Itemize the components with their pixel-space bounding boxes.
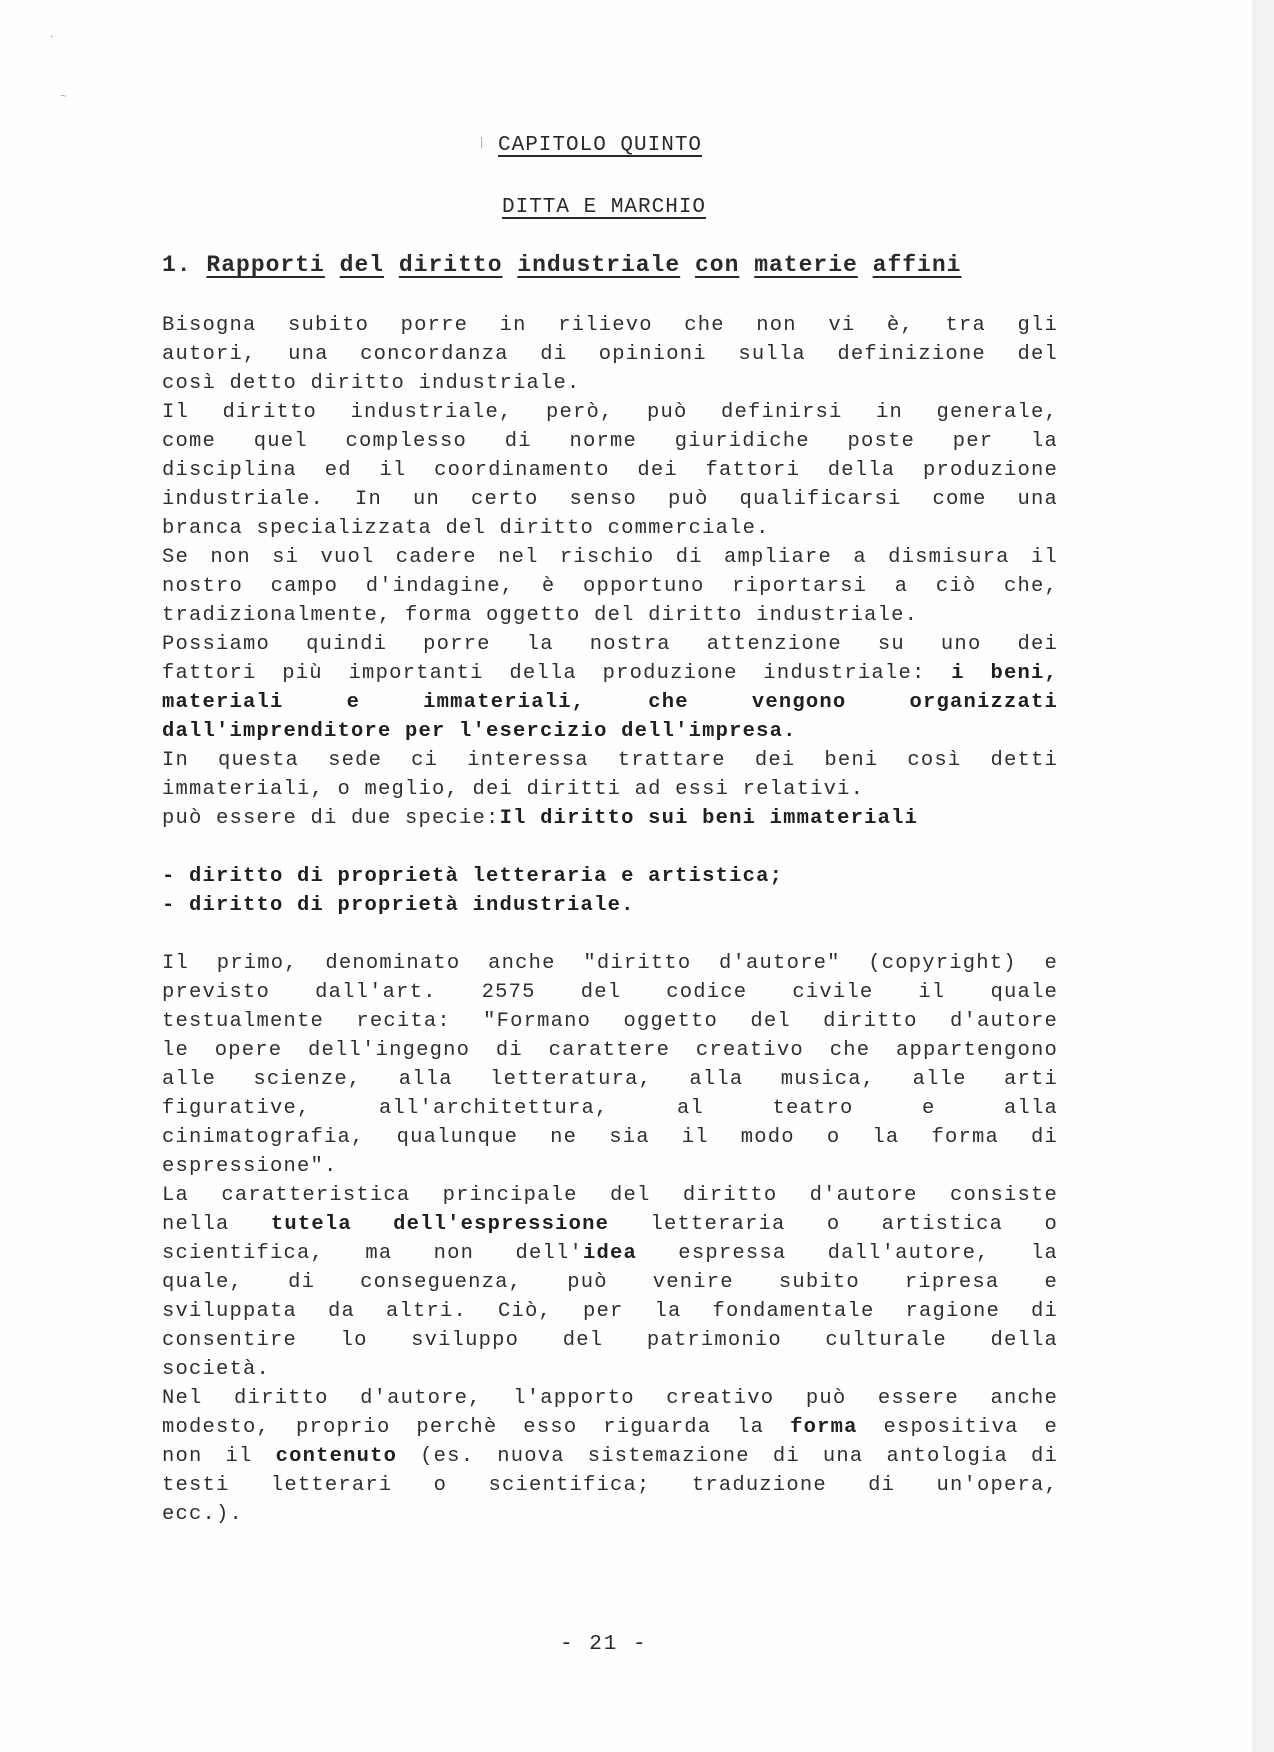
- body-line: [162, 543, 1058, 572]
- bold-text: Il diritto sui beni immateriali: [499, 807, 919, 830]
- body-line: [162, 1355, 1058, 1384]
- section-word: materie: [754, 252, 858, 278]
- bold-text: contenuto: [275, 1445, 398, 1468]
- line-text: società.: [162, 1358, 271, 1381]
- line-text: (es. nuova sistemazione di una antologia di: [397, 1445, 1059, 1468]
- scan-speck: |: [478, 136, 486, 150]
- line-text: quale, di conseguenza, può venire subito ripresa e: [162, 1271, 1058, 1294]
- chapter-title: DITTA E MARCHIO: [502, 196, 707, 219]
- body-line: [162, 1152, 1058, 1181]
- body-line: [162, 1239, 1058, 1268]
- line-text: Il diritto industriale, però, può definirsi in generale,: [162, 401, 1058, 424]
- line-text: Nel diritto d'autore, l'apporto creativo può essere anche: [162, 1387, 1058, 1410]
- body-line: [162, 1007, 1058, 1036]
- body-line: [162, 1442, 1058, 1471]
- body-line: [162, 1065, 1058, 1094]
- line-text: espressa dall'autore, la: [637, 1242, 1058, 1265]
- section-word: con: [694, 252, 740, 278]
- line-text: può essere di due specie:: [162, 807, 500, 830]
- body-line: [162, 1036, 1058, 1065]
- body-line: [162, 978, 1058, 1007]
- scan-speck: ·: [48, 30, 56, 44]
- line-text: Possiamo quindi porre la nostra attenzione su uno dei: [162, 633, 1058, 656]
- line-text: In questa sede ci interessa trattare dei beni così detti: [162, 749, 1058, 772]
- body-line: [162, 1384, 1058, 1413]
- line-text: sviluppata da altri. Ciò, per la fondamentale ragione di: [162, 1300, 1058, 1323]
- body-line: [162, 949, 1058, 978]
- bold-text: dall'imprenditore per l'esercizio dell'impresa.: [162, 720, 797, 743]
- body-line: [162, 311, 1058, 340]
- line-text: figurative, all'architettura, al teatro e alla: [162, 1097, 1058, 1120]
- page-number: - 21 -: [560, 1633, 648, 1656]
- line-text: Il primo, denominato anche "diritto d'autore" (copyright) e: [162, 952, 1058, 975]
- body-line: [162, 891, 1058, 920]
- line-text: disciplina ed il coordinamento dei fattori della produzione: [162, 459, 1058, 482]
- body-line: [162, 1413, 1058, 1442]
- section-word: diritto: [398, 252, 503, 278]
- section-word: Rapporti: [206, 252, 325, 278]
- line-text: previsto dall'art. 2575 del codice civile il quale: [162, 981, 1058, 1004]
- body-line: [162, 1297, 1058, 1326]
- section-word: industriale: [517, 252, 681, 278]
- section-word: affini: [872, 252, 962, 278]
- chapter-heading: CAPITOLO QUINTO: [498, 134, 703, 157]
- section-word: del: [339, 252, 385, 278]
- line-text: come quel complesso di norme giuridiche poste per la: [162, 430, 1058, 453]
- line-text: branca specializzata del diritto commerciale.: [162, 517, 770, 540]
- line-text: La caratteristica principale del diritto d'autore consiste: [162, 1184, 1058, 1207]
- scan-edge: [1252, 0, 1274, 1752]
- body-line: [162, 659, 1058, 688]
- line-text: tradizionalmente, forma oggetto del diritto industriale.: [162, 604, 919, 627]
- body-line: [162, 601, 1058, 630]
- line-text: non il: [162, 1445, 276, 1468]
- body-line: [162, 340, 1058, 369]
- line-text: immateriali, o meglio, dei diritti ad essi relativi.: [162, 778, 865, 801]
- bold-text: idea: [582, 1242, 637, 1265]
- body-line: [162, 456, 1058, 485]
- line-text: nella: [162, 1213, 271, 1236]
- line-text: modesto, proprio perchè esso riguarda la: [162, 1416, 791, 1439]
- bold-text: materiali e immateriali, che vengono organizzati: [162, 691, 1058, 714]
- section-number: 1.: [162, 252, 192, 278]
- body-line: [162, 1181, 1058, 1210]
- line-text: Bisogna subito porre in rilievo che non vi è, tra gli: [162, 314, 1058, 337]
- line-text: Se non si vuol cadere nel rischio di ampliare a dismisura il: [162, 546, 1058, 569]
- bold-text: - diritto di proprietà letteraria e artistica;: [162, 865, 784, 888]
- line-text: espositiva e: [857, 1416, 1058, 1439]
- body-line: [162, 369, 1058, 398]
- line-text: industriale. In un certo senso può qualificarsi come una: [162, 488, 1058, 511]
- line-text: nostro campo d'indagine, è opportuno riportarsi a ciò che,: [162, 575, 1058, 598]
- line-text: consentire lo sviluppo del patrimonio culturale della: [162, 1329, 1058, 1352]
- body-line: [162, 746, 1058, 775]
- body-line: [162, 1326, 1058, 1355]
- body-line: [162, 398, 1058, 427]
- body-line: [162, 717, 1058, 746]
- line-text: ecc.).: [162, 1503, 244, 1526]
- body-line: [162, 630, 1058, 659]
- line-text: letteraria o artistica o: [609, 1213, 1058, 1236]
- bold-text: forma: [790, 1416, 858, 1439]
- body-line: [162, 1123, 1058, 1152]
- body-line: [162, 572, 1058, 601]
- line-text: scientifica, ma non dell': [162, 1242, 583, 1265]
- bold-text: i beni,: [951, 662, 1059, 685]
- body-line: [162, 485, 1058, 514]
- body-line: [162, 1094, 1058, 1123]
- line-text: cinimatografia, qualunque ne sia il modo o la forma di: [162, 1126, 1058, 1149]
- line-text: le opere dell'ingegno di carattere creativo che appartengono: [162, 1039, 1058, 1062]
- scan-speck: ~: [60, 90, 68, 104]
- line-text: espressione".: [162, 1155, 338, 1178]
- section-heading: [162, 252, 961, 278]
- body-line: [162, 427, 1058, 456]
- body-line: [162, 514, 1058, 543]
- line-text: testi letterari o scientifica; traduzione di un'opera,: [162, 1474, 1058, 1497]
- body-line: [162, 1500, 1058, 1529]
- bold-text: - diritto di proprietà industriale.: [162, 894, 635, 917]
- bold-text: tutela dell'espressione: [270, 1213, 610, 1236]
- body-line: [162, 1471, 1058, 1500]
- body-line: [162, 775, 1058, 804]
- line-text: alle scienze, alla letteratura, alla musica, alle arti: [162, 1068, 1058, 1091]
- body-line: [162, 1268, 1058, 1297]
- line-text: autori, una concordanza di opinioni sulla definizione del: [162, 343, 1058, 366]
- body-line: [162, 862, 1058, 891]
- body-line: [162, 1210, 1058, 1239]
- body-line: [162, 804, 1058, 833]
- line-text: fattori più importanti della produzione industriale:: [162, 662, 952, 685]
- line-text: testualmente recita: "Formano oggetto del diritto d'autore: [162, 1010, 1058, 1033]
- line-text: così detto diritto industriale.: [162, 372, 581, 395]
- body-line: [162, 688, 1058, 717]
